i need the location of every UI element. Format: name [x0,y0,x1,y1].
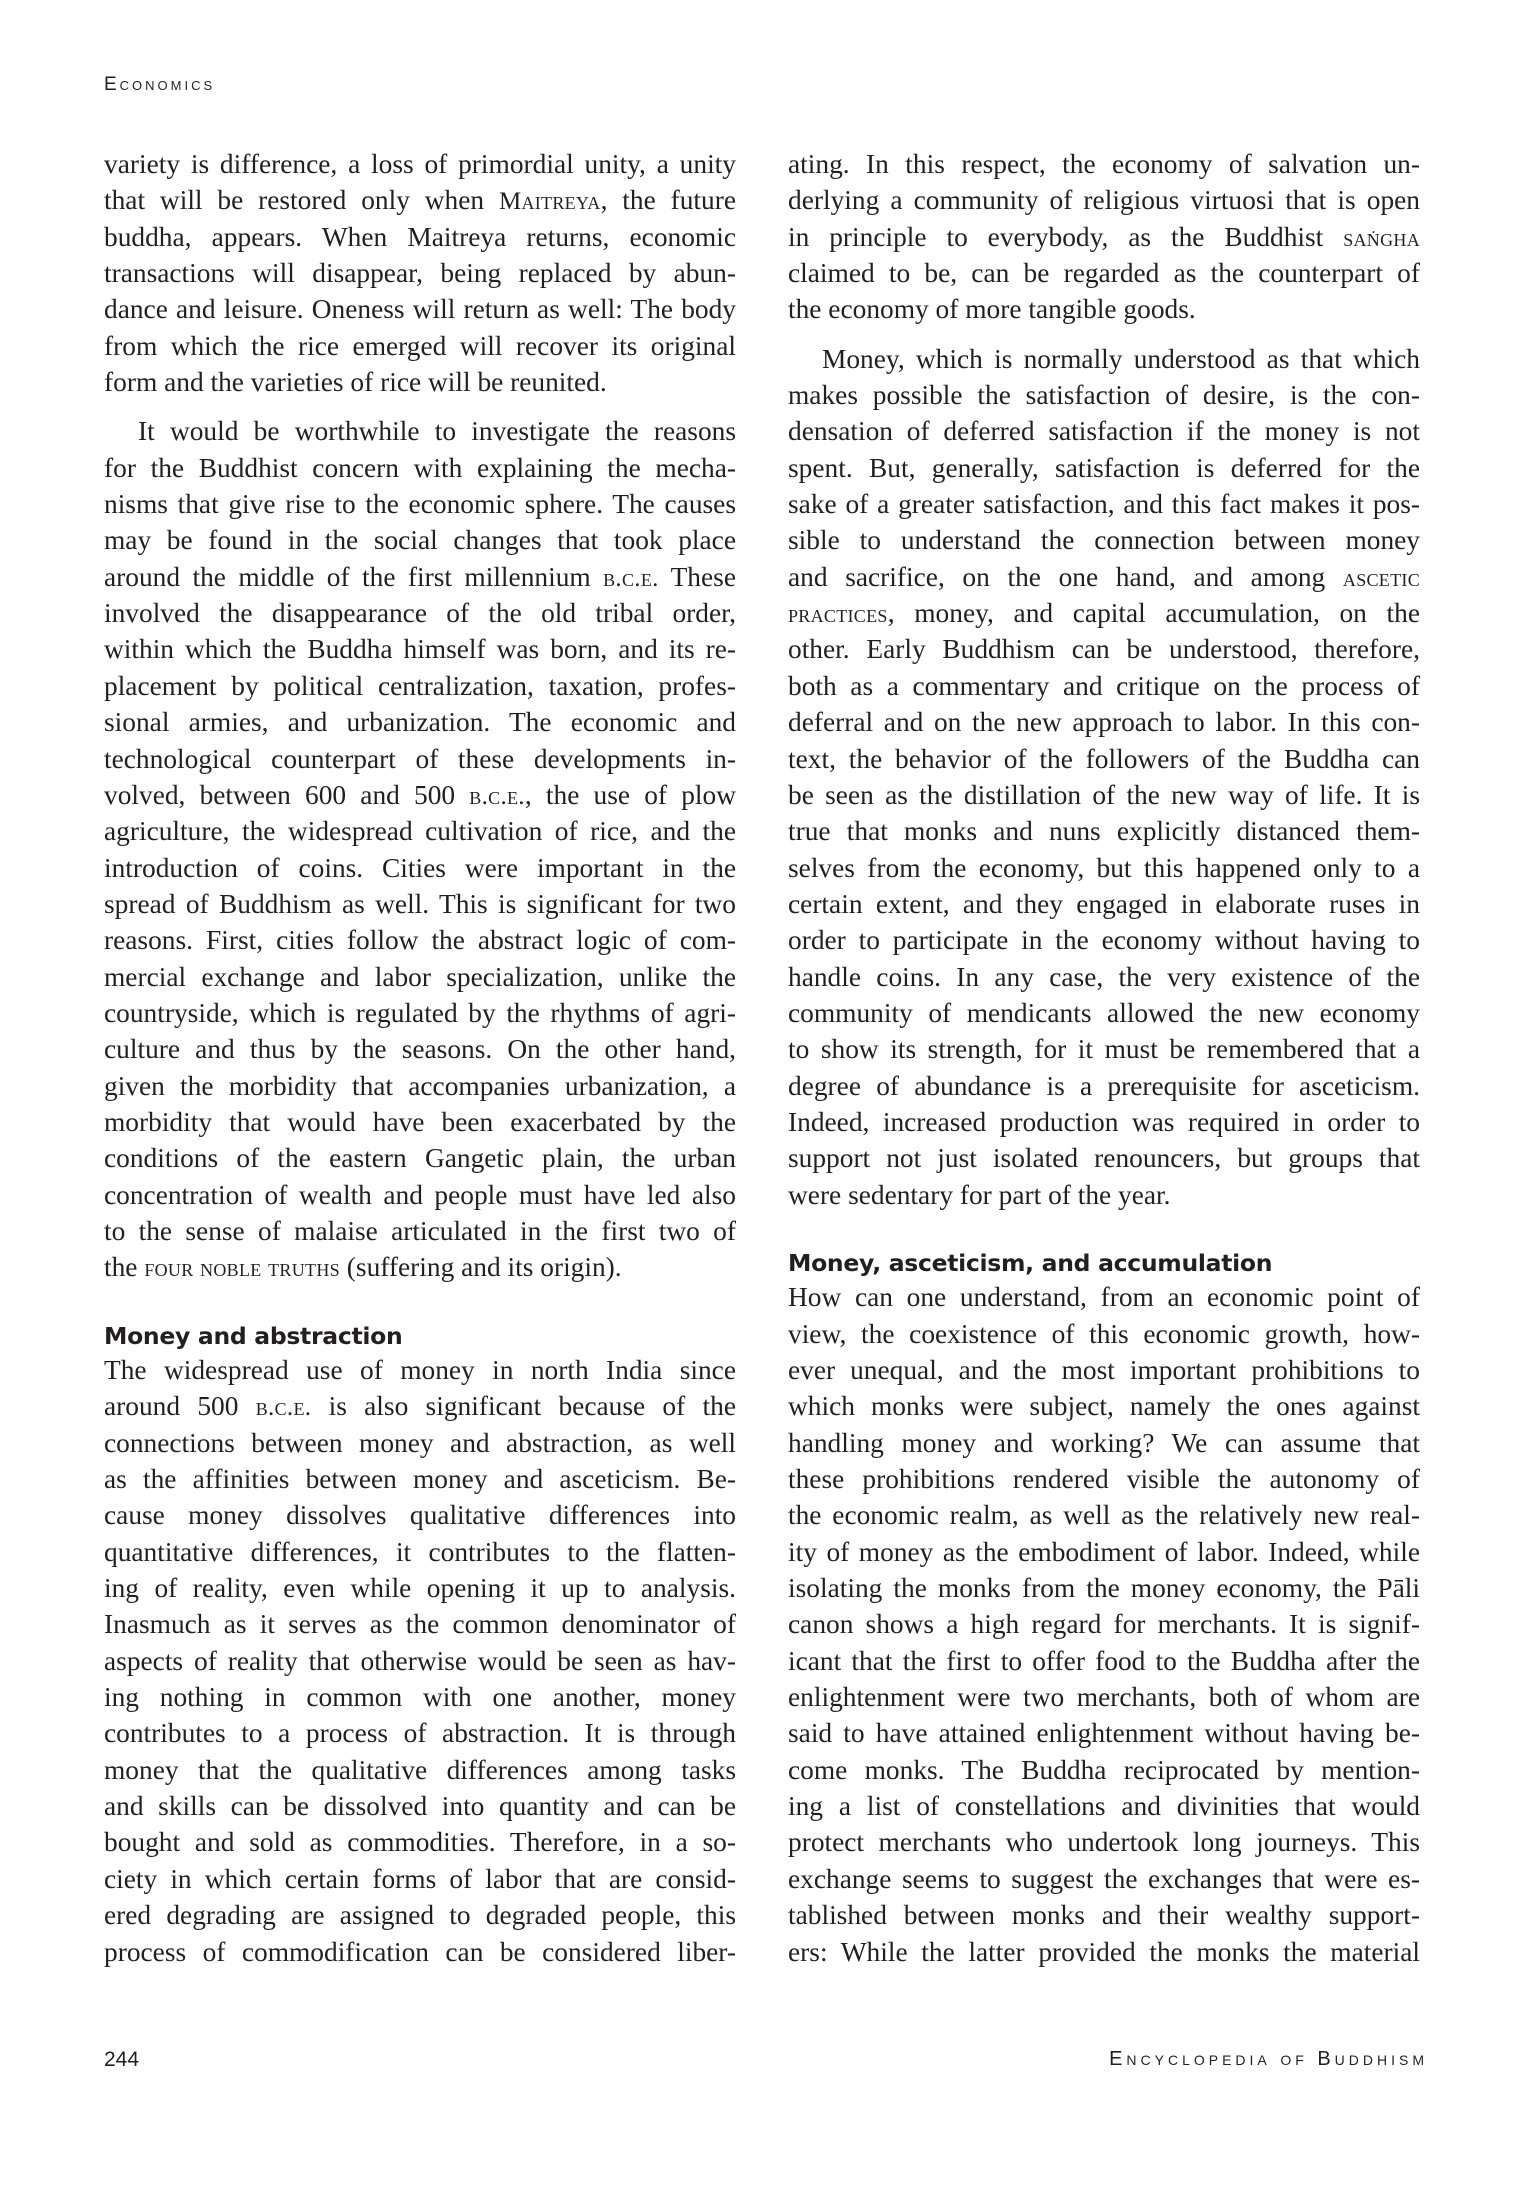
paragraph [788,146,1420,328]
page-number: 244 [104,2048,140,2071]
text-line: involved the disappearance of the old tribal order, [104,598,736,629]
right-column [788,146,1420,1970]
text-line: Inasmuch as it serves as the common denominator of [104,1609,736,1640]
left-column [104,146,736,1970]
text-line: canon shows a high regard for merchants. It is signif- [788,1609,1420,1640]
text-line: for the Buddhist concern with explaining the mecha- [104,452,736,483]
text-line: around the middle of the first millennium b.c.e. These [104,561,736,592]
text-line: ing a list of constellations and divinities that would [788,1791,1420,1822]
text-line: aspects of reality that otherwise would be seen as hav- [104,1645,736,1676]
text-line: practices, money, and capital accumulation, on the [788,598,1420,629]
text-line: sional armies, and urbanization. The economic and [104,707,736,738]
text-line: which monks were subject, namely the ones against [788,1391,1420,1422]
text-line: degree of abundance is a prerequisite for asceticism. [788,1070,1420,1101]
text-line: derlying a community of religious virtuosi that is open [788,185,1420,216]
text-line: were sedentary for part of the year. [788,1179,1171,1210]
cross-reference: four noble truths [144,1255,340,1283]
section-heading: Money, asceticism, and accumulation [788,1248,1273,1277]
text-line: connections between money and abstraction, as well [104,1427,736,1458]
paragraph [788,341,1420,1213]
text-line: ever unequal, and the most important prohibitions to [788,1355,1420,1385]
text-line: protect merchants who undertook long journeys. This [788,1827,1420,1858]
text-line: tablished between monks and their wealthy support- [788,1900,1420,1931]
text-line: sible to understand the connection between money [788,525,1420,556]
text-line: makes possible the satisfaction of desire, is the con- [788,380,1420,411]
text-line: handle coins. In any case, the very existence of the [788,961,1420,992]
paragraph [104,413,736,1285]
text-line: as the affinities between money and asceticism. Be- [104,1464,736,1495]
text-line: morbidity that would have been exacerbated by the [104,1106,736,1137]
text-line: How can one understand, from an economic point of [788,1282,1420,1313]
text-line: that will be restored only when Maitreya, the future [104,185,736,216]
cross-reference: b.c.e. [603,564,659,592]
text-line: culture and thus by the seasons. On the other hand, [104,1034,736,1065]
text-line: enlightenment were two merchants, both of whom are [788,1682,1420,1713]
section-heading: Money and abstraction [104,1321,403,1350]
text-line: transactions will disappear, being replaced by abun- [104,258,736,289]
text-line: bought and sold as commodities. Therefore, in a so- [104,1827,736,1858]
text-line: countryside, which is regulated by the rhythms of agri- [104,997,736,1028]
text-line: both as a commentary and critique on the process of [788,670,1420,701]
text-line: quantitative differences, it contributes to the flatten- [104,1536,736,1567]
text-line: cause money dissolves qualitative differences into [104,1500,736,1531]
cross-reference: b.c.e. [469,782,525,810]
text-line: view, the coexistence of this economic growth, how- [788,1318,1420,1349]
text-line: ers: While the latter provided the monks the material [788,1936,1420,1967]
text-line: the four noble truths (suffering and its origin). [104,1252,622,1283]
text-line: text, the behavior of the followers of the Buddha can [788,743,1420,774]
running-head: Economics [104,74,216,95]
text-line: the economy of more tangible goods. [788,294,1196,325]
text-line: ing nothing in common with one another, money [104,1682,736,1713]
text-line: within which the Buddha himself was born, and its re- [104,634,736,665]
cross-reference: saṅgha [1343,224,1420,252]
text-line: variety is difference, a loss of primordial unity, a unity [104,149,736,179]
paragraph [104,1352,736,1970]
text-line: conditions of the eastern Gangetic plain, the urban [104,1143,736,1174]
text-line: The widespread use of money in north India since [104,1355,736,1385]
text-line: Indeed, increased production was required in order to [788,1106,1420,1137]
text-line: nisms that give rise to the economic sphere. The causes [104,489,736,520]
text-line: spent. But, generally, satisfaction is deferred for the [788,452,1420,483]
text-line: come monks. The Buddha reciprocated by mention- [788,1754,1420,1785]
paragraph [788,1279,1420,1970]
text-line: around 500 b.c.e. is also significant because of the [104,1391,736,1422]
cross-reference: b.c.e. [255,1394,312,1422]
text-line: to the sense of malaise articulated in the first two of [104,1215,736,1246]
text-line: dance and leisure. Oneness will return as well: The body [104,294,736,325]
text-line: community of mendicants allowed the new economy [788,997,1420,1028]
cross-reference: ascetic [1342,564,1420,592]
text-line: may be found in the social changes that took place [104,525,736,556]
text-line: order to participate in the economy without having to [788,925,1420,956]
text-line: icant that the first to offer food to the Buddha after the [788,1645,1420,1676]
text-line: buddha, appears. When Maitreya returns, economic [104,221,736,252]
text-line: said to have attained enlightenment without having be- [788,1718,1420,1749]
text-line: concentration of wealth and people must have led also [104,1179,736,1210]
text-line: It would be worthwhile to investigate the reasons [138,416,736,447]
text-line: technological counterpart of these developments in- [104,743,736,774]
text-line: handling money and working? We can assume that [788,1427,1420,1458]
text-line: the economic realm, as well as the relatively new real- [788,1500,1420,1531]
text-line: densation of deferred satisfaction if the money is not [788,416,1420,447]
text-line: sake of a greater satisfaction, and this fact makes it pos- [788,489,1420,520]
text-line: ciety in which certain forms of labor that are consid- [104,1863,736,1894]
text-line: mercial exchange and labor specialization, unlike the [104,961,736,992]
text-line: from which the rice emerged will recover its original [104,330,736,361]
text-line: Money, which is normally understood as that which [822,343,1420,374]
cross-reference: practices [788,601,888,629]
cross-reference: Maitreya [498,188,601,216]
text-line: volved, between 600 and 500 b.c.e., the use of plow [104,779,736,810]
text-line: ating. In this respect, the economy of salvation un- [788,149,1420,179]
text-line: ity of money as the embodiment of labor. Indeed, while [788,1536,1420,1567]
text-line: selves from the economy, but this happened only to a [788,852,1420,883]
text-line: money that the qualitative differences among tasks [104,1754,736,1785]
text-line: isolating the monks from the money economy, the Pāli [788,1573,1420,1604]
text-line: certain extent, and they engaged in elaborate ruses in [788,888,1420,919]
text-line: ered degrading are assigned to degraded people, this [104,1900,736,1931]
text-line: contributes to a process of abstraction. It is through [104,1718,736,1749]
text-line: other. Early Buddhism can be understood, therefore, [788,634,1420,665]
text-line: given the morbidity that accompanies urbanization, a [104,1070,736,1101]
text-line: process of commodification can be considered liber- [104,1936,736,1967]
text-line: and skills can be dissolved into quantity and can be [104,1791,736,1822]
text-line: form and the varieties of rice will be reunited. [104,367,607,398]
text-line: placement by political centralization, taxation, profes- [104,670,736,701]
text-line: be seen as the distillation of the new way of life. It is [788,779,1420,810]
book-title: Encyclopedia of Buddhism [1109,2048,1428,2070]
text-line: support not just isolated renouncers, but groups that [788,1143,1420,1174]
text-line: in principle to everybody, as the Buddhist saṅgha [788,221,1420,252]
text-line: reasons. First, cities follow the abstract logic of com- [104,925,736,956]
text-line: deferral and on the new approach to labor. In this con- [788,707,1420,738]
text-line: agriculture, the widespread cultivation of rice, and the [104,816,736,847]
text-line: exchange seems to suggest the exchanges that were es- [788,1863,1420,1894]
text-line: spread of Buddhism as well. This is significant for two [104,888,736,919]
text-line: ing of reality, even while opening it up to analysis. [104,1573,736,1604]
text-line: introduction of coins. Cities were important in the [104,852,736,883]
paragraph [104,146,736,400]
text-line: these prohibitions rendered visible the autonomy of [788,1464,1420,1495]
text-line: claimed to be, can be regarded as the counterpart of [788,258,1420,289]
text-line: to show its strength, for it must be remembered that a [788,1034,1420,1065]
text-line: true that monks and nuns explicitly distanced them- [788,816,1420,847]
text-line: and sacrifice, on the one hand, and among ascetic [788,561,1420,592]
